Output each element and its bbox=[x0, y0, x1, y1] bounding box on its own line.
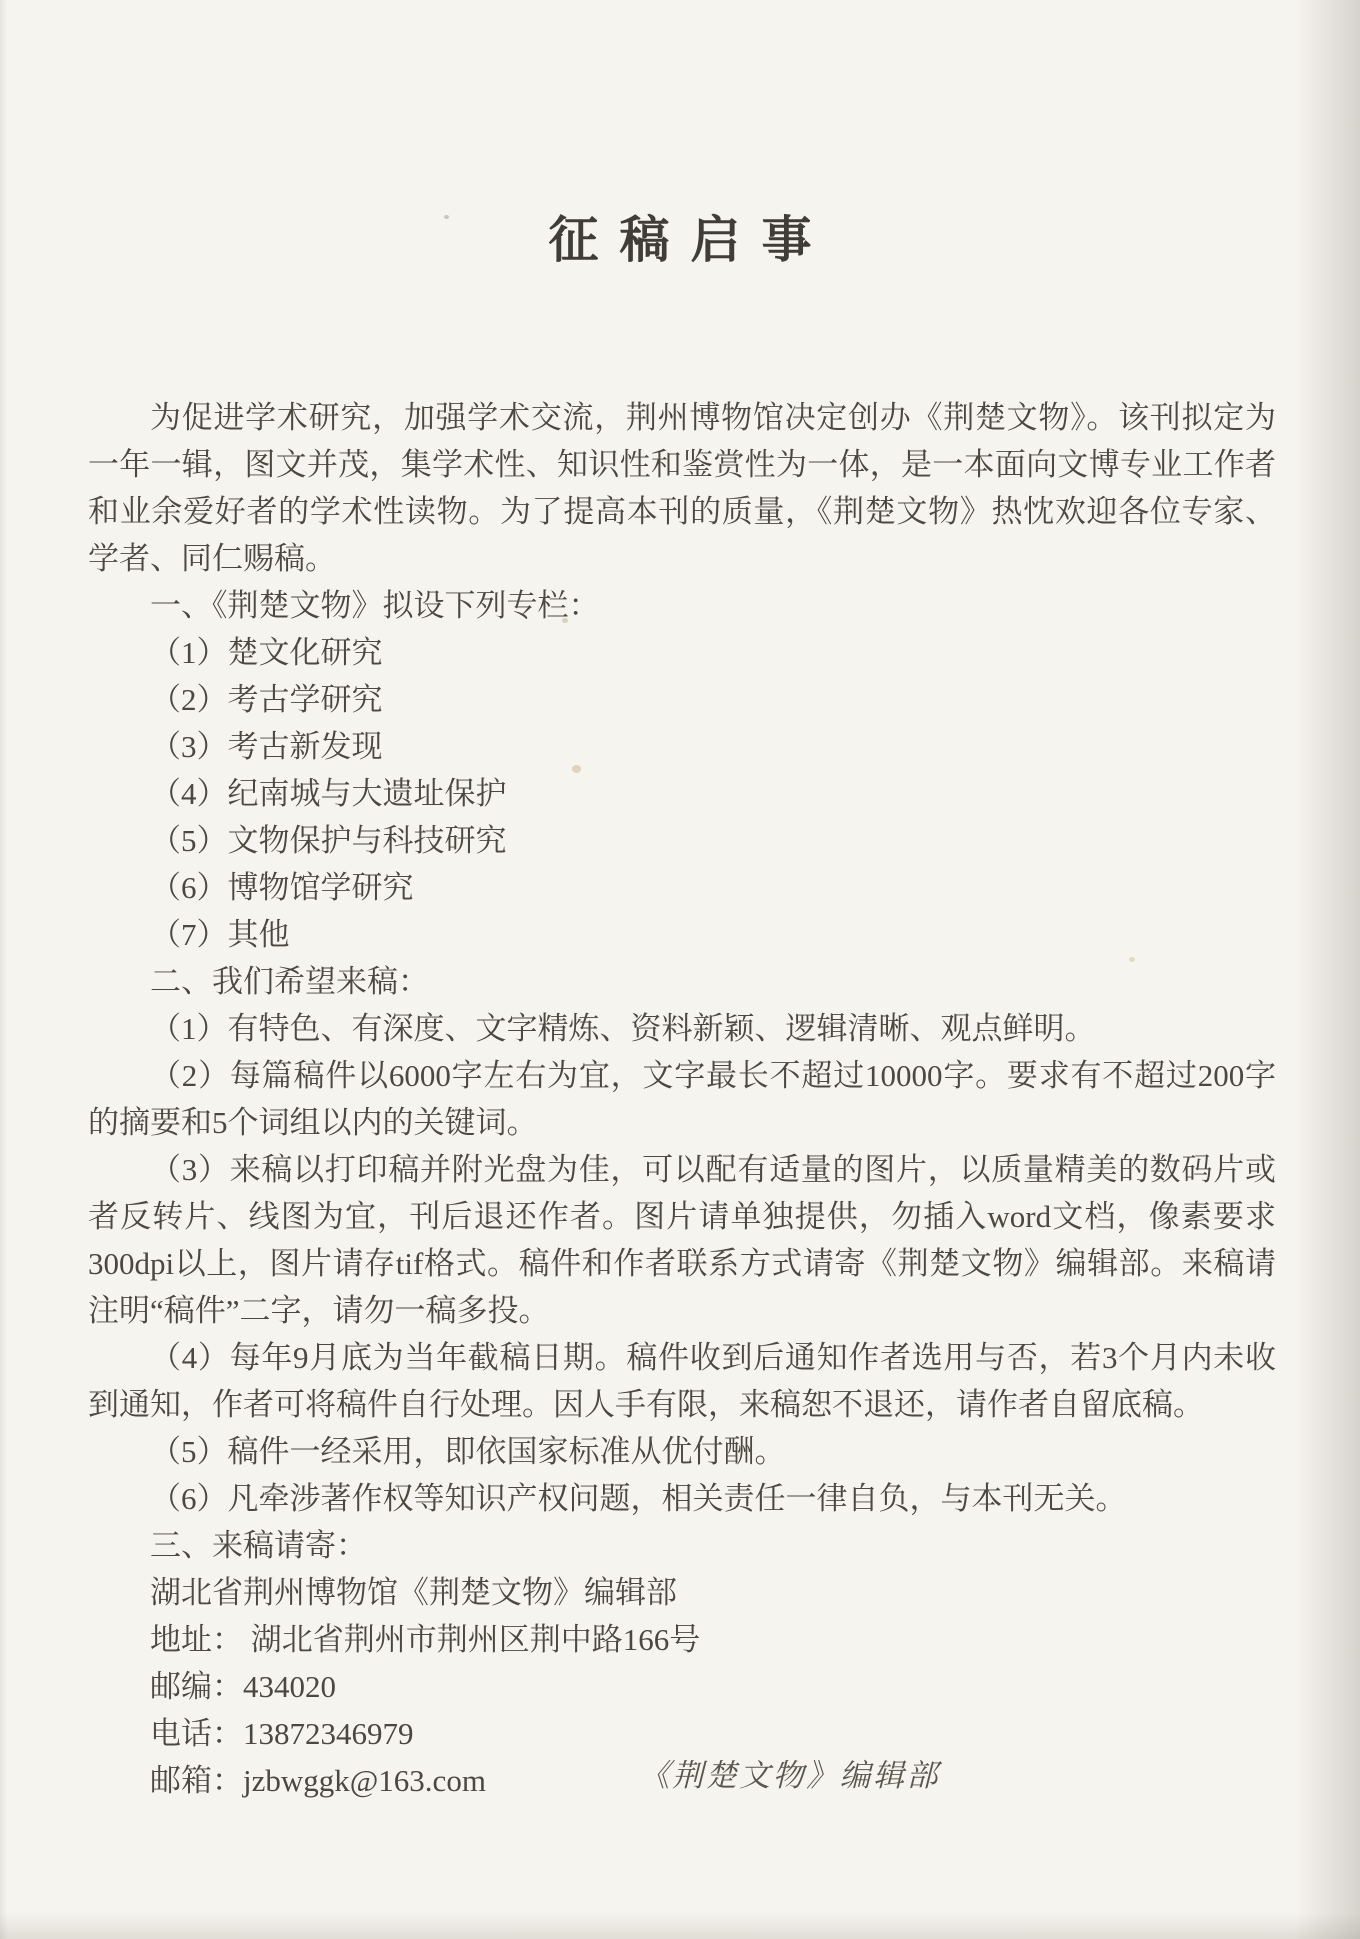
section-1-item-7: （7）其他 bbox=[150, 917, 290, 952]
section-2-heading: 二、我们希望来稿： bbox=[150, 964, 429, 999]
section-1-item-4: （4）纪南城与大遗址保护 bbox=[150, 776, 507, 811]
section-2-item-2: （2）每篇稿件以6000字左右为宜，文字最长不超过10000字。要求有不超过200字的摘要和5个词组以内的关键词。 bbox=[88, 1058, 1276, 1140]
section-1-item-1: （1）楚文化研究 bbox=[150, 635, 383, 670]
section-1-item-2: （2）考古学研究 bbox=[150, 682, 383, 717]
section-2-item-1: （1）有特色、有深度、文字精炼、资料新颖、逻辑清晰、观点鲜明。 bbox=[150, 1011, 1096, 1046]
editorial-office-line: 湖北省荆州博物馆《荆楚文物》编辑部 bbox=[150, 1575, 677, 1610]
section-2-item-5: （5）稿件一经采用，即依国家标准从优付酬。 bbox=[150, 1434, 786, 1469]
email-line: 邮箱：jzbwggk@163.com bbox=[150, 1763, 486, 1798]
section-1-item-6: （6）博物馆学研究 bbox=[150, 870, 414, 905]
section-1-heading: 一、《荆楚文物》拟设下列专栏： bbox=[150, 588, 600, 623]
phone-line: 电话：13872346979 bbox=[150, 1716, 414, 1751]
postal-code-line: 邮编：434020 bbox=[150, 1669, 336, 1704]
scan-edge-shadow-bottom bbox=[0, 1913, 1360, 1939]
page-title: 征稿启事 bbox=[548, 212, 833, 268]
address-line: 地址： 湖北省荆州市荆州区荆中路166号 bbox=[150, 1622, 701, 1657]
document-body bbox=[0, 394, 1360, 1804]
signature: 《荆楚文物》编辑部 bbox=[638, 1758, 940, 1793]
intro-paragraph: 为促进学术研究，加强学术交流，荆州博物馆决定创办《荆楚文物》。该刊拟定为一年一辑，图文并茂，集学术性、知识性和鉴赏性为一体，是一本面向文博专业工作者和业余爱好者的学术性读物。为了提高本刊的质量，《荆楚文物》热忱欢迎各位专家、学者、同仁赐稿。 bbox=[88, 400, 1276, 576]
section-3-heading: 三、来稿请寄： bbox=[150, 1528, 367, 1563]
section-2-item-6: （6）凡牵涉著作权等知识产权问题，相关责任一律自负，与本刊无关。 bbox=[150, 1481, 1127, 1516]
section-2-item-3: （3）来稿以打印稿并附光盘为佳，可以配有适量的图片，以质量精美的数码片或者反转片、线图为宜，刊后退还作者。图片请单独提供，勿插入word文档，像素要求300dpi以上，图片请存tif格式。稿件和作者联系方式请寄《荆楚文物》编辑部。来稿请注明“稿件”二字，请勿一稿多投。 bbox=[88, 1152, 1276, 1328]
section-1-item-3: （3）考古新发现 bbox=[150, 729, 383, 764]
section-2-item-4: （4）每年9月底为当年截稿日期。稿件收到后通知作者选用与否，若3个月内未收到通知，作者可将稿件自行处理。因人手有限，来稿恕不退还，请作者自留底稿。 bbox=[88, 1340, 1276, 1422]
section-1-item-5: （5）文物保护与科技研究 bbox=[150, 823, 507, 858]
